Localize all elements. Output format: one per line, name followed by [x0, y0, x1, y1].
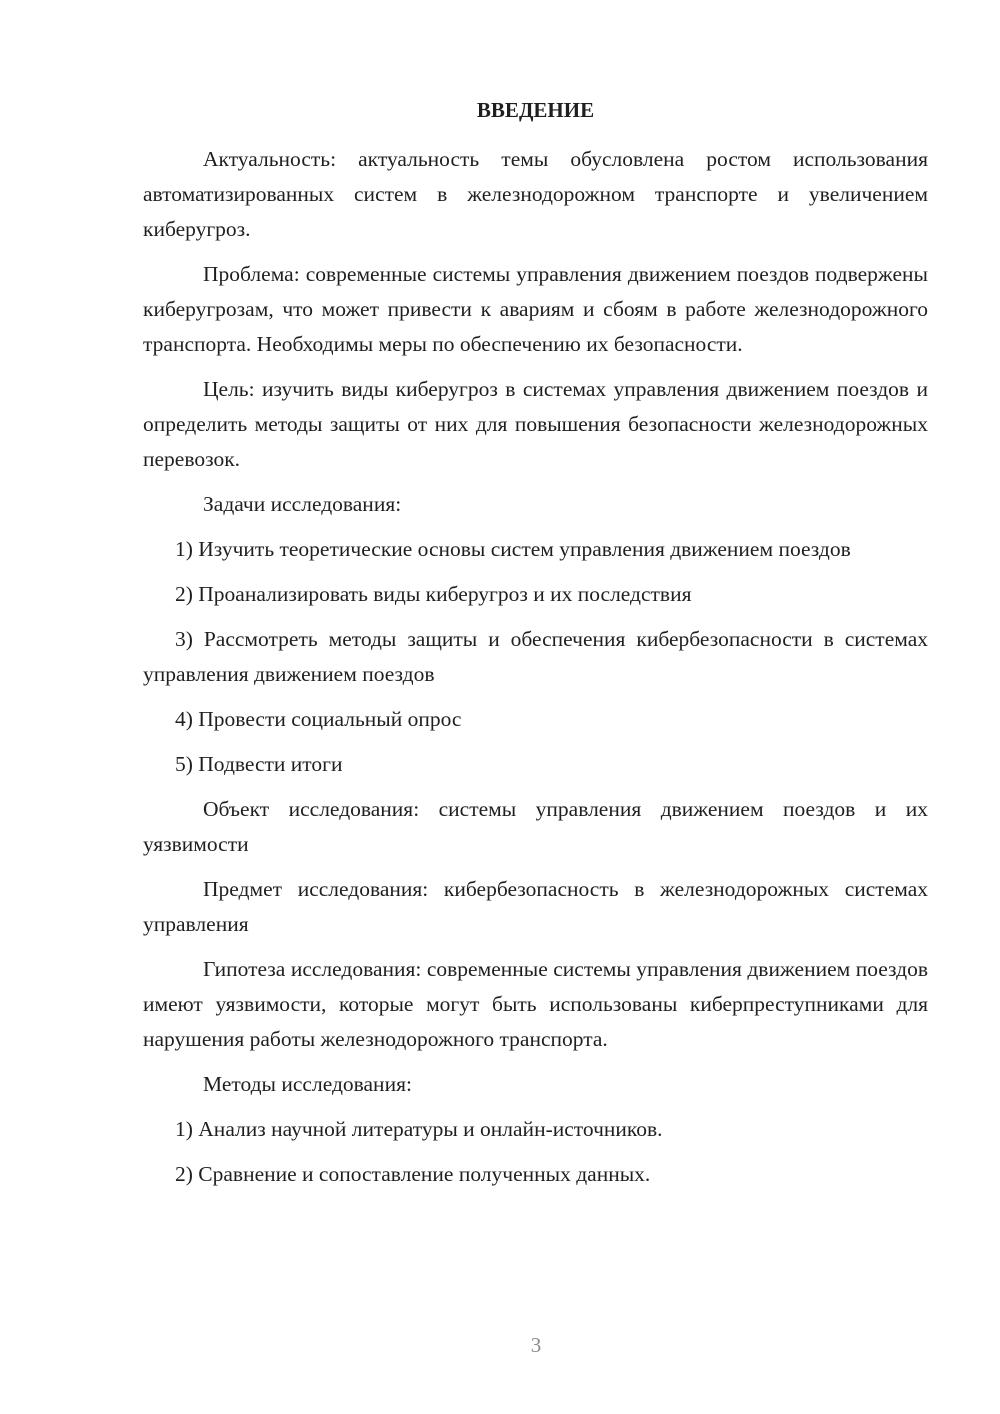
method-item: 2) Сравнение и сопоставление полученных данных. — [175, 1162, 651, 1186]
section-title: ВВЕДЕНИЕ — [476, 98, 595, 122]
task-item: 1) Изучить теоретические основы систем управления движением поездов — [175, 537, 851, 561]
task-item: 5) Подвести итоги — [175, 752, 343, 776]
method-item: 1) Анализ научной литературы и онлайн-источников. — [175, 1117, 663, 1141]
paragraph-methods-heading: Методы исследования: — [203, 1072, 412, 1096]
task-item: 4) Провести социальный опрос — [175, 707, 462, 731]
paragraph-goal: Цель: изучить виды киберугроз в системах управления движением поездов и определить методы защиты от них для повышения безопасности железнодорожных перевозок. — [143, 377, 928, 471]
paragraph-relevance: Актуальность: актуальность темы обусловлена ростом использования автоматизированных систем в железнодорожном транспорте и увеличением киберугроз. — [143, 147, 928, 241]
paragraph-tasks-heading: Задачи исследования: — [203, 492, 402, 516]
page-number: 3 — [530, 1333, 542, 1357]
paragraph-object: Объект исследования: системы управления движением поездов и их уязвимости — [143, 797, 928, 856]
paragraph-subject: Предмет исследования: кибербезопасность в железнодорожных системах управления — [143, 877, 928, 936]
task-item: 3) Рассмотреть методы защиты и обеспечения кибербезопасности в системах управления движением поездов — [143, 627, 928, 686]
paragraph-problem: Проблема: современные системы управления движением поездов подвержены киберугрозам, что может привести к авариям и сбоям в работе железнодорожного транспорта. Необходимы меры по обеспечению их безопасности. — [143, 262, 928, 356]
document-page — [143, 93, 928, 1202]
task-item: 2) Проанализировать виды киберугроз и их последствия — [175, 582, 692, 606]
paragraph-hypothesis: Гипотеза исследования: современные системы управления движением поездов имеют уязвимости, которые могут быть использованы киберпреступниками для нарушения работы железнодорожного транспорта. — [143, 957, 928, 1051]
